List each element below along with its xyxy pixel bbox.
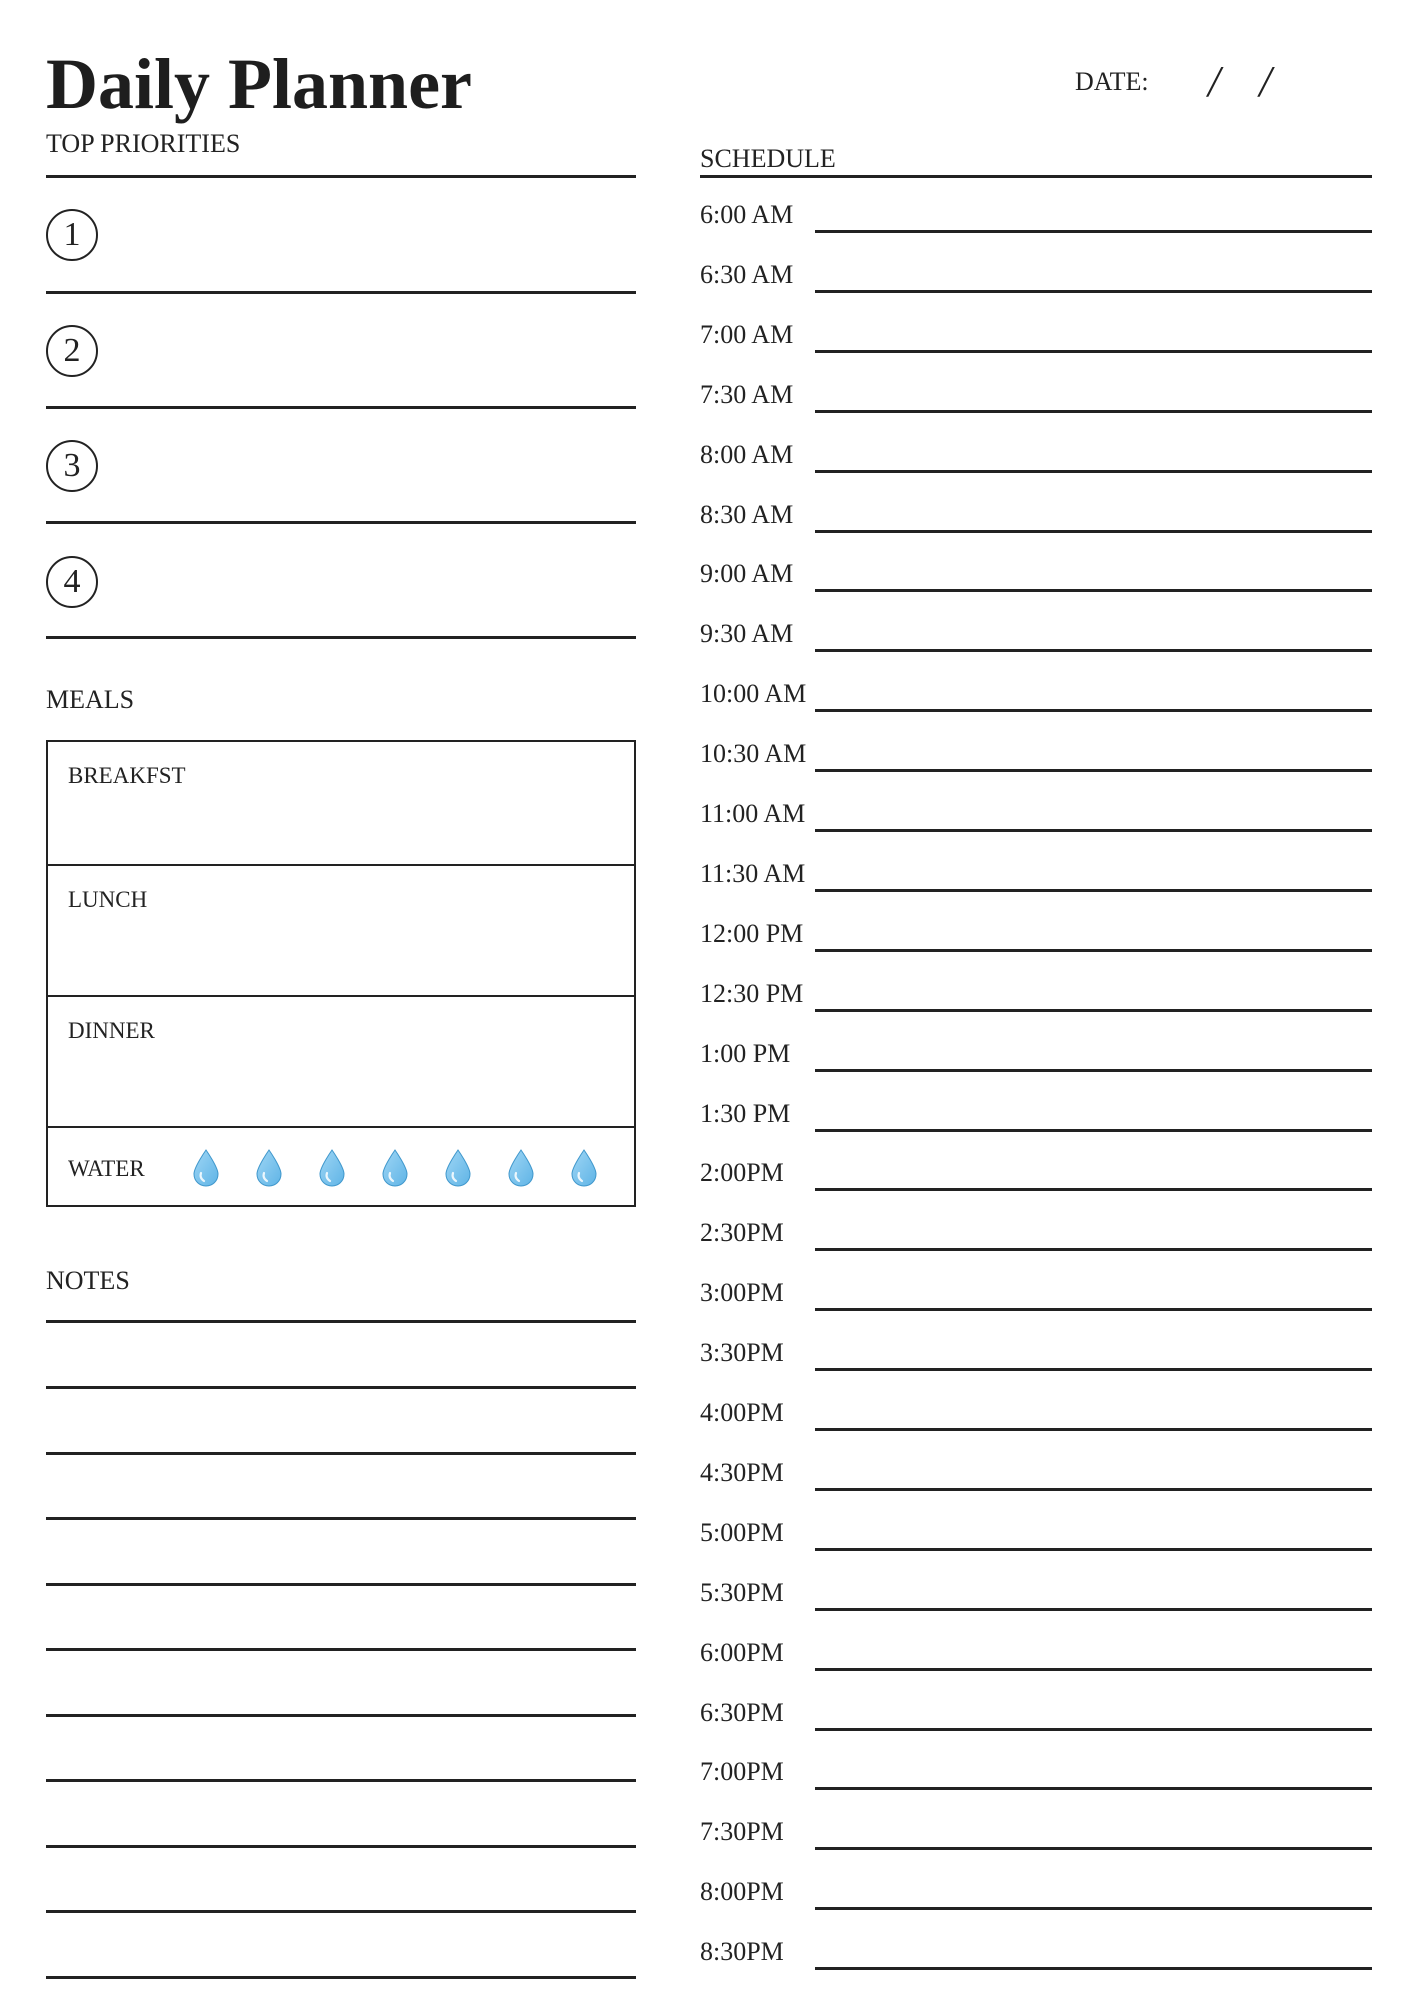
- lunch-label: LUNCH: [68, 887, 148, 912]
- dinner-row[interactable]: [48, 997, 634, 1128]
- schedule-entry-line[interactable]: [815, 470, 1372, 473]
- meals-heading: MEALS: [46, 685, 135, 714]
- notes-line[interactable]: [46, 1845, 636, 1848]
- priorities-heading: TOP PRIORITIES: [46, 129, 241, 158]
- schedule-time-label: 1:30 PM: [700, 1099, 791, 1128]
- schedule-entry-line[interactable]: [815, 649, 1372, 652]
- schedule-entry-line[interactable]: [815, 829, 1372, 832]
- priority-line-3[interactable]: [46, 521, 636, 524]
- schedule-time-label: 4:00PM: [700, 1398, 784, 1427]
- schedule-entry-line[interactable]: [815, 709, 1372, 712]
- notes-line[interactable]: [46, 1386, 636, 1389]
- water-drop-icon[interactable]: [318, 1149, 346, 1187]
- schedule-entry-line[interactable]: [815, 589, 1372, 592]
- schedule-time-label: 11:30 AM: [700, 859, 806, 888]
- priority-number-3: 3: [46, 440, 98, 492]
- date-field[interactable]: / /: [1208, 57, 1286, 106]
- schedule-entry-line[interactable]: [815, 290, 1372, 293]
- schedule-entry-line[interactable]: [815, 769, 1372, 772]
- schedule-entry-line[interactable]: [815, 1069, 1372, 1072]
- schedule-time-label: 2:30PM: [700, 1218, 784, 1247]
- schedule-time-label: 8:30 AM: [700, 500, 794, 529]
- schedule-time-label: 3:00PM: [700, 1278, 784, 1307]
- notes-line[interactable]: [46, 1452, 636, 1455]
- schedule-time-label: 8:00PM: [700, 1877, 784, 1906]
- notes-line[interactable]: [46, 1976, 636, 1979]
- schedule-entry-line[interactable]: [815, 1488, 1372, 1491]
- notes-line[interactable]: [46, 1910, 636, 1913]
- schedule-entry-line[interactable]: [815, 410, 1372, 413]
- priority-number-2: 2: [46, 325, 98, 377]
- schedule-entry-line[interactable]: [815, 1308, 1372, 1311]
- breakfast-row[interactable]: [48, 742, 634, 866]
- water-drop-icon[interactable]: [192, 1149, 220, 1187]
- schedule-entry-line[interactable]: [815, 1009, 1372, 1012]
- schedule-entry-line[interactable]: [815, 1608, 1372, 1611]
- lunch-row[interactable]: [48, 866, 634, 997]
- schedule-time-label: 2:00PM: [700, 1158, 784, 1187]
- priority-line-2[interactable]: [46, 406, 636, 409]
- notes-line[interactable]: [46, 1714, 636, 1717]
- schedule-time-label: 9:30 AM: [700, 619, 794, 648]
- schedule-entry-line[interactable]: [815, 1188, 1372, 1191]
- schedule-time-label: 6:30 AM: [700, 260, 794, 289]
- schedule-entry-line[interactable]: [815, 1548, 1372, 1551]
- schedule-time-label: 7:00 AM: [700, 320, 794, 349]
- priority-number-1: 1: [46, 209, 98, 261]
- notes-line[interactable]: [46, 1517, 636, 1520]
- schedule-time-label: 8:30PM: [700, 1937, 784, 1966]
- schedule-time-label: 7:30PM: [700, 1817, 784, 1846]
- notes-line[interactable]: [46, 1583, 636, 1586]
- schedule-time-label: 3:30PM: [700, 1338, 784, 1367]
- water-drop-icon[interactable]: [381, 1149, 409, 1187]
- schedule-entry-line[interactable]: [815, 1129, 1372, 1132]
- notes-heading-rule: [46, 1320, 636, 1323]
- schedule-time-label: 12:00 PM: [700, 919, 804, 948]
- schedule-entry-line[interactable]: [815, 1668, 1372, 1671]
- schedule-entry-line[interactable]: [815, 530, 1372, 533]
- schedule-time-label: 11:00 AM: [700, 799, 806, 828]
- date-label: DATE:: [1075, 67, 1149, 96]
- dinner-label: DINNER: [68, 1018, 155, 1043]
- priorities-heading-rule: [46, 175, 636, 178]
- schedule-entry-line[interactable]: [815, 230, 1372, 233]
- schedule-time-label: 7:00PM: [700, 1757, 784, 1786]
- schedule-time-label: 5:00PM: [700, 1518, 784, 1547]
- water-drop-icon[interactable]: [570, 1149, 598, 1187]
- schedule-entry-line[interactable]: [815, 1428, 1372, 1431]
- schedule-heading-rule: [700, 175, 1372, 178]
- priority-line-1[interactable]: [46, 291, 636, 294]
- schedule-time-label: 10:30 AM: [700, 739, 807, 768]
- schedule-entry-line[interactable]: [815, 1368, 1372, 1371]
- schedule-entry-line[interactable]: [815, 1248, 1372, 1251]
- schedule-entry-line[interactable]: [815, 1728, 1372, 1731]
- schedule-time-label: 6:30PM: [700, 1698, 784, 1727]
- priority-number-4: 4: [46, 556, 98, 608]
- notes-line[interactable]: [46, 1648, 636, 1651]
- schedule-time-label: 8:00 AM: [700, 440, 794, 469]
- water-drop-icon[interactable]: [444, 1149, 472, 1187]
- page-title: Daily Planner: [46, 44, 472, 124]
- schedule-heading: SCHEDULE: [700, 144, 836, 173]
- water-label: WATER: [68, 1156, 145, 1181]
- schedule-entry-line[interactable]: [815, 1907, 1372, 1910]
- schedule-time-label: 9:00 AM: [700, 559, 794, 588]
- schedule-entry-line[interactable]: [815, 1787, 1372, 1790]
- notes-line[interactable]: [46, 1779, 636, 1782]
- schedule-time-label: 6:00 AM: [700, 200, 794, 229]
- water-row: [48, 1127, 634, 1205]
- schedule-time-label: 7:30 AM: [700, 380, 794, 409]
- schedule-time-label: 12:30 PM: [700, 979, 804, 1008]
- priority-line-4[interactable]: [46, 636, 636, 639]
- schedule-time-label: 4:30PM: [700, 1458, 784, 1487]
- schedule-time-label: 5:30PM: [700, 1578, 784, 1607]
- schedule-time-label: 10:00 AM: [700, 679, 807, 708]
- schedule-time-label: 6:00PM: [700, 1638, 784, 1667]
- schedule-entry-line[interactable]: [815, 1967, 1372, 1970]
- notes-heading: NOTES: [46, 1266, 130, 1295]
- schedule-entry-line[interactable]: [815, 1847, 1372, 1850]
- schedule-time-label: 1:00 PM: [700, 1039, 791, 1068]
- breakfast-label: BREAKFST: [68, 763, 186, 788]
- water-drop-icon[interactable]: [255, 1149, 283, 1187]
- schedule-entry-line[interactable]: [815, 350, 1372, 353]
- water-drop-icon[interactable]: [507, 1149, 535, 1187]
- meals-table: [46, 740, 636, 1207]
- schedule-entry-line[interactable]: [815, 889, 1372, 892]
- schedule-entry-line[interactable]: [815, 949, 1372, 952]
